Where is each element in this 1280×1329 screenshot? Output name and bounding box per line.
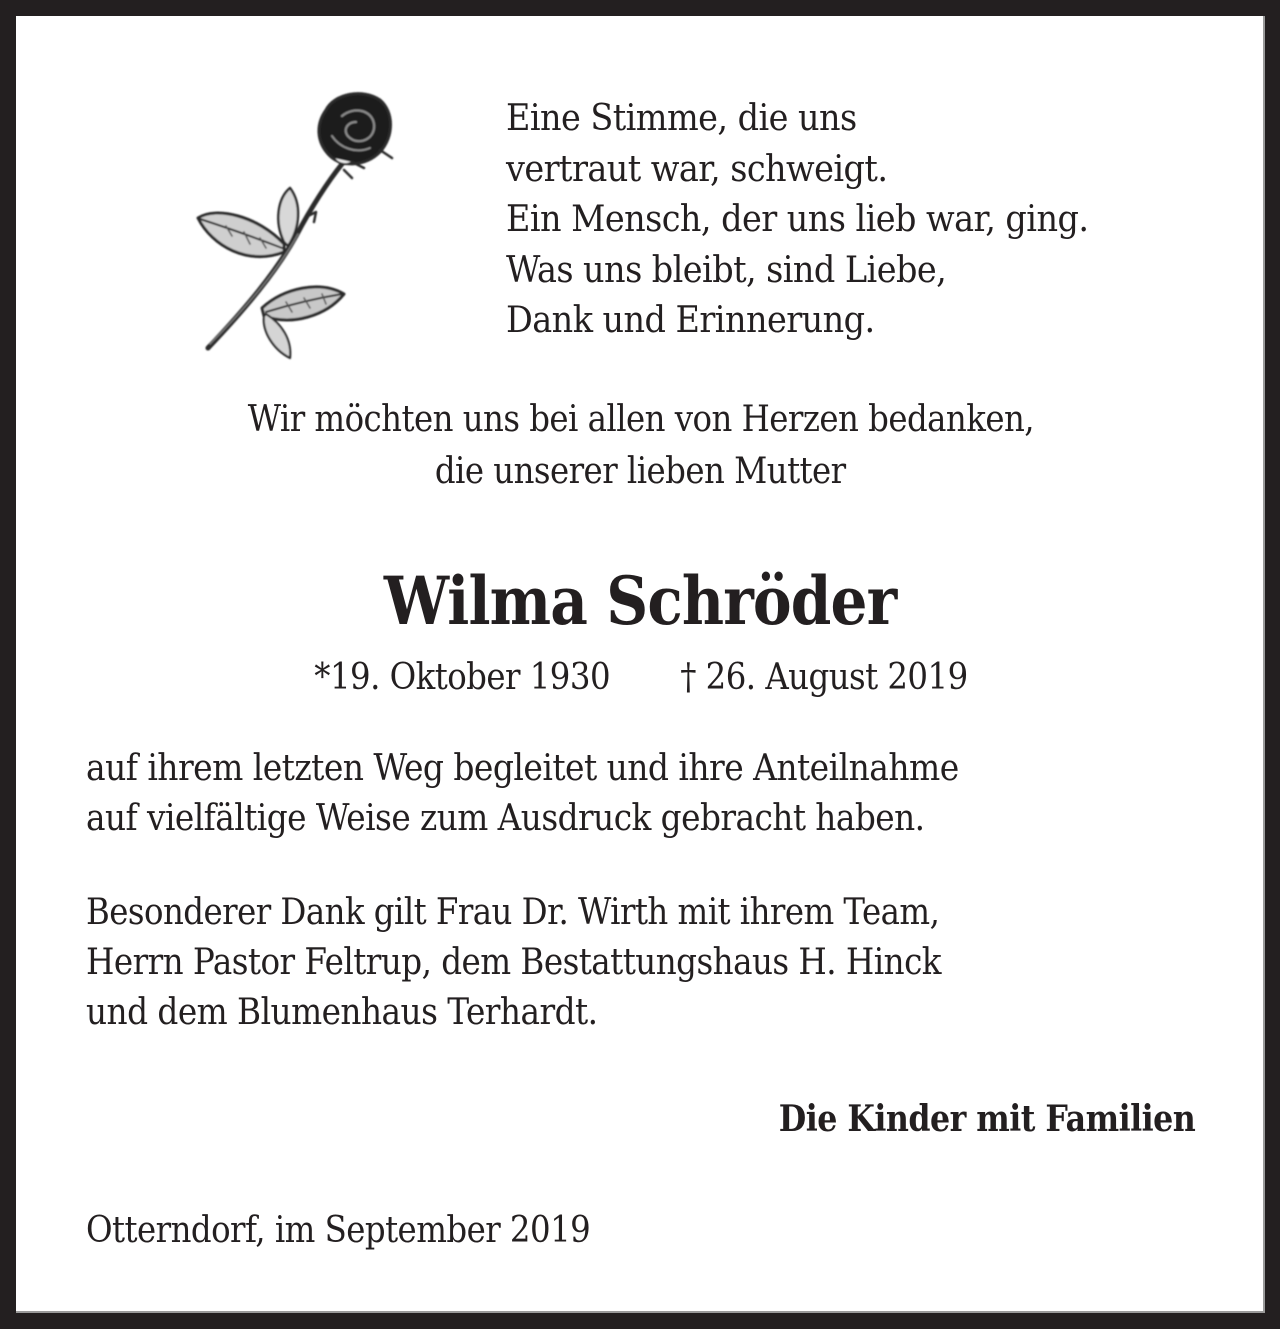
thanks-intro (16, 394, 1265, 498)
paragraph-line: und dem Blumenhaus Terhardt. (86, 992, 598, 1033)
life-dates (16, 652, 1265, 704)
memorial-poem (506, 94, 1088, 347)
obituary-notice (16, 16, 1265, 1313)
birth-date: *19. Oktober 1930 (313, 657, 610, 698)
poem-line: vertraut war, schweigt. (506, 148, 888, 190)
thanks-intro-line: die unserer lieben Mutter (435, 451, 846, 492)
place-date: Otterndorf, im September 2019 (86, 1210, 591, 1251)
poem-line: Ein Mensch, der uns lieb war, ging. (506, 199, 1089, 240)
special-thanks-paragraph (86, 888, 1262, 1038)
paragraph-line: Besonderer Dank gilt Frau Dr. Wirth mit ihrem Team, (86, 892, 940, 933)
thanks-paragraph (86, 744, 1262, 844)
paragraph-line: Herrn Pastor Feltrup, dem Bestattungshaus H. Hinck (86, 942, 941, 983)
paragraph-line: auf vielfältige Weise zum Ausdruck gebracht haben. (86, 798, 925, 839)
poem-line: Was uns bleibt, sind Liebe, (506, 249, 947, 291)
poem-line: Eine Stimme, die uns (506, 98, 857, 139)
thanks-intro-line: Wir möchten uns bei allen von Herzen bedanken, (247, 399, 1034, 440)
rose-icon (166, 76, 496, 396)
signature: Die Kinder mit Familien (778, 1098, 1195, 1140)
poem-line: Dank und Erinnerung. (506, 300, 875, 341)
paragraph-line: auf ihrem letzten Weg begleitet und ihre Anteilnahme (86, 748, 959, 789)
death-date: † 26. August 2019 (679, 657, 968, 698)
deceased-name: Wilma Schröder (384, 562, 897, 640)
